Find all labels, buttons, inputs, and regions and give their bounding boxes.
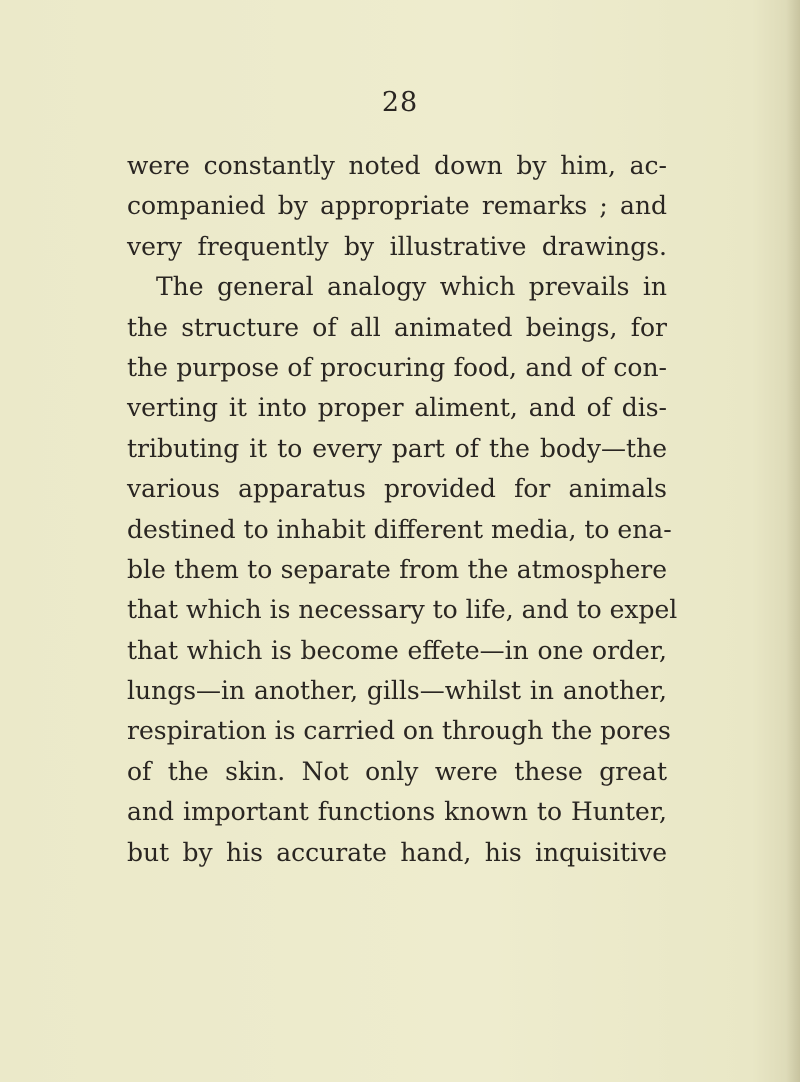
text-line: lungs—in another, gills—whilst in another, [127, 676, 667, 706]
text-line: verting it into proper aliment, and of dis- [127, 393, 667, 423]
text-line: respiration is carried on through the pores [127, 716, 671, 746]
text-line: ble them to separate from the atmosphere [127, 554, 667, 584]
text-line: very frequently by illustrative drawings. [127, 231, 667, 261]
text-line: tributing it to every part of the body—the [127, 433, 667, 463]
body-text [127, 146, 678, 873]
paragraph-start-line: The general analogy which prevails in [156, 272, 667, 302]
text-line: of the skin. Not only were these great [127, 756, 667, 786]
text-line: but by his accurate hand, his inquisitive [127, 837, 667, 867]
text-line: that which is become effete—in one order, [127, 635, 667, 665]
text-line: were constantly noted down by him, ac- [127, 151, 667, 180]
text-line: destined to inhabit different media, to ena- [127, 514, 672, 544]
page-edge-shadow [786, 0, 800, 1082]
text-line: the purpose of procuring food, and of con- [127, 352, 667, 382]
text-line: and important functions known to Hunter, [127, 797, 667, 827]
text-line: the structure of all animated beings, for [127, 312, 667, 342]
page-number: 28 [381, 87, 419, 118]
text-line: various apparatus provided for animals [127, 474, 667, 504]
text-line: that which is necessary to life, and to expel [127, 595, 678, 625]
text-line: companied by appropriate remarks ; and [127, 191, 667, 221]
